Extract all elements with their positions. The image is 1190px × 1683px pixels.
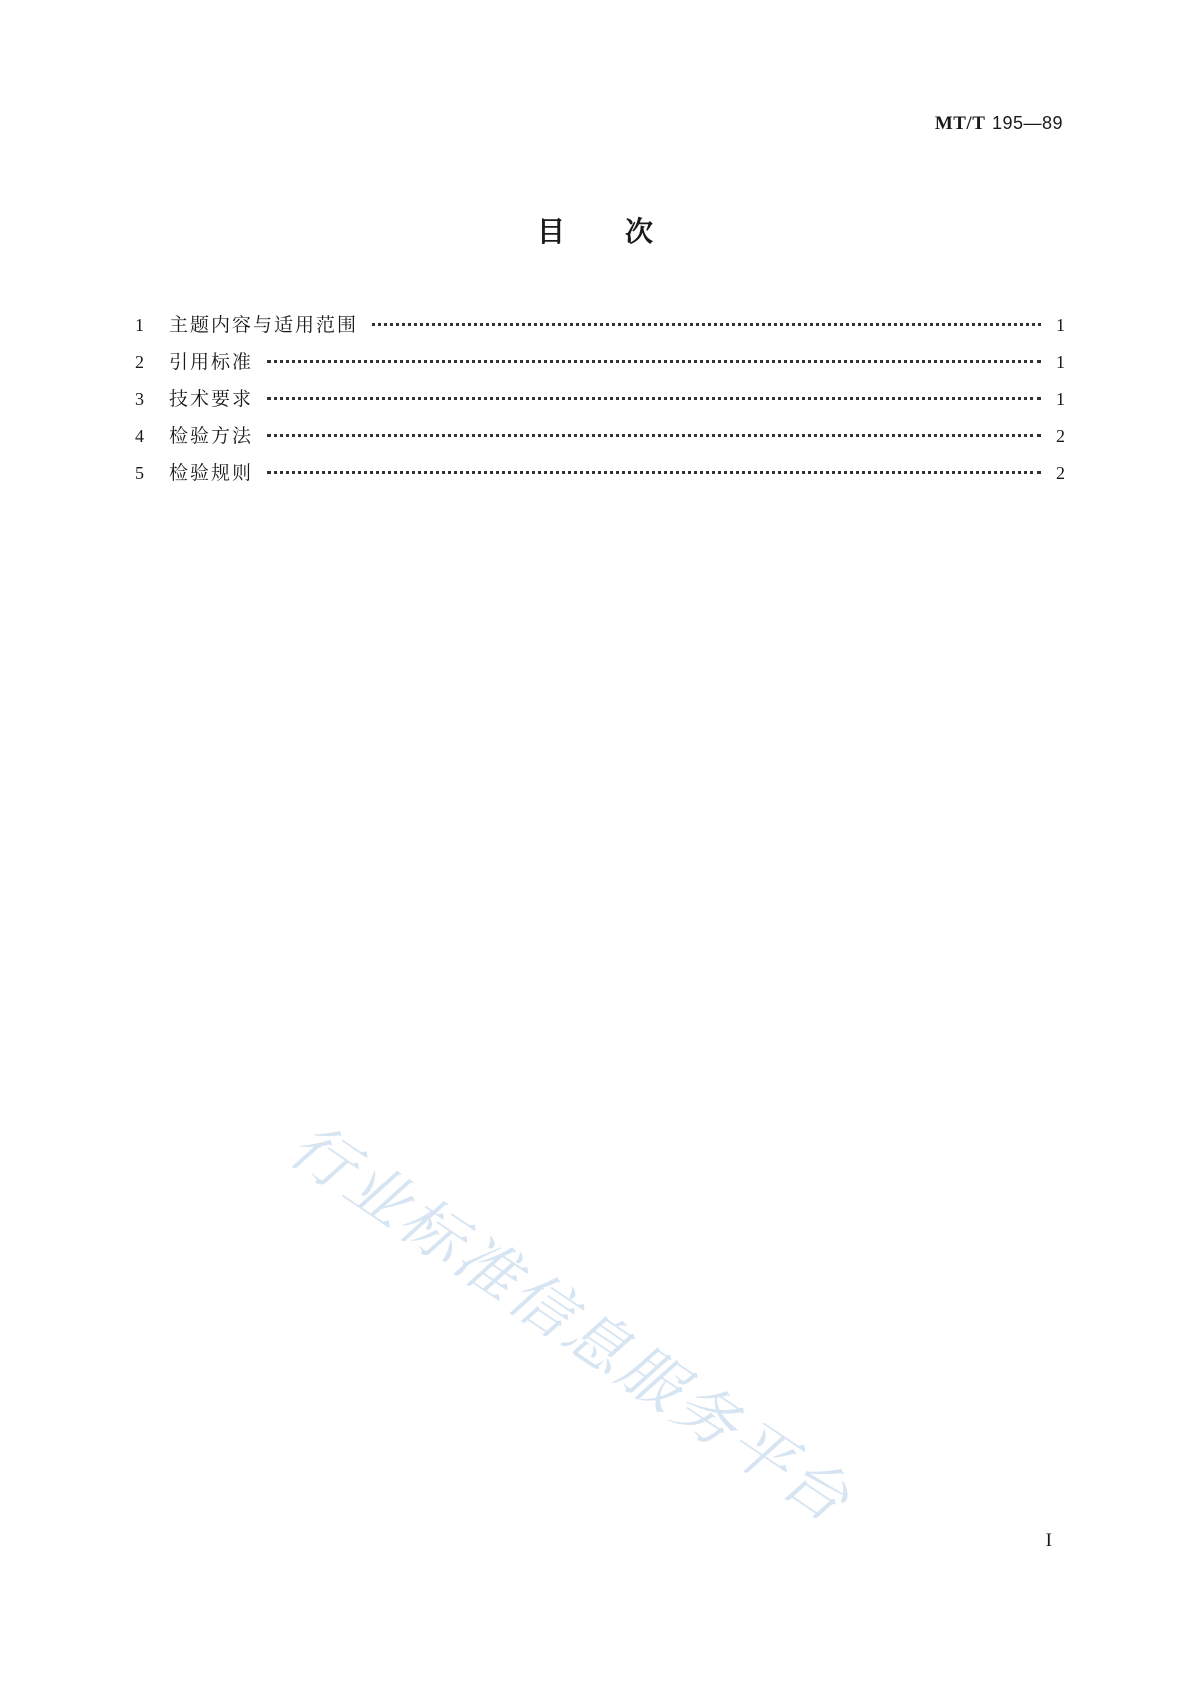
toc-entry-number: 5 (135, 463, 144, 483)
toc-dot-leader (372, 322, 1041, 326)
watermark-text: 行业标准信息服务平台 (276, 1108, 865, 1538)
toc-dot-leader (267, 359, 1041, 363)
toc-entry[interactable] (135, 384, 1065, 421)
toc-entry[interactable] (135, 347, 1065, 384)
toc-entry-number: 2 (135, 352, 144, 372)
page-title: 目次 (536, 215, 713, 248)
document-code-number: 195—89 (991, 113, 1063, 133)
toc-entry-page: 1 (1056, 389, 1065, 409)
toc-entry[interactable] (135, 421, 1065, 458)
toc-entry-label: 技术要求 (169, 388, 254, 410)
toc-dot-leader (267, 433, 1041, 437)
toc-dot-leader (267, 470, 1041, 474)
table-of-contents (135, 310, 1065, 495)
toc-entry-page: 2 (1056, 426, 1065, 446)
toc-entry-number: 3 (135, 389, 144, 409)
document-code-prefix: MT/T (934, 113, 986, 134)
toc-entry-label: 检验方法 (169, 425, 254, 447)
toc-entry-number: 1 (135, 315, 144, 335)
toc-entry-label: 引用标准 (169, 351, 254, 373)
toc-entry-page: 2 (1056, 463, 1065, 483)
toc-entry-page: 1 (1056, 315, 1065, 335)
page-number: I (1045, 1530, 1052, 1551)
toc-dot-leader (267, 396, 1041, 400)
toc-entry-label: 主题内容与适用范围 (169, 314, 359, 336)
document-code (935, 112, 1063, 135)
toc-entry[interactable] (135, 310, 1065, 347)
toc-entry-number: 4 (135, 426, 144, 446)
toc-entry-page: 1 (1056, 352, 1065, 372)
toc-entry[interactable] (135, 458, 1065, 495)
toc-entry-label: 检验规则 (169, 462, 254, 484)
